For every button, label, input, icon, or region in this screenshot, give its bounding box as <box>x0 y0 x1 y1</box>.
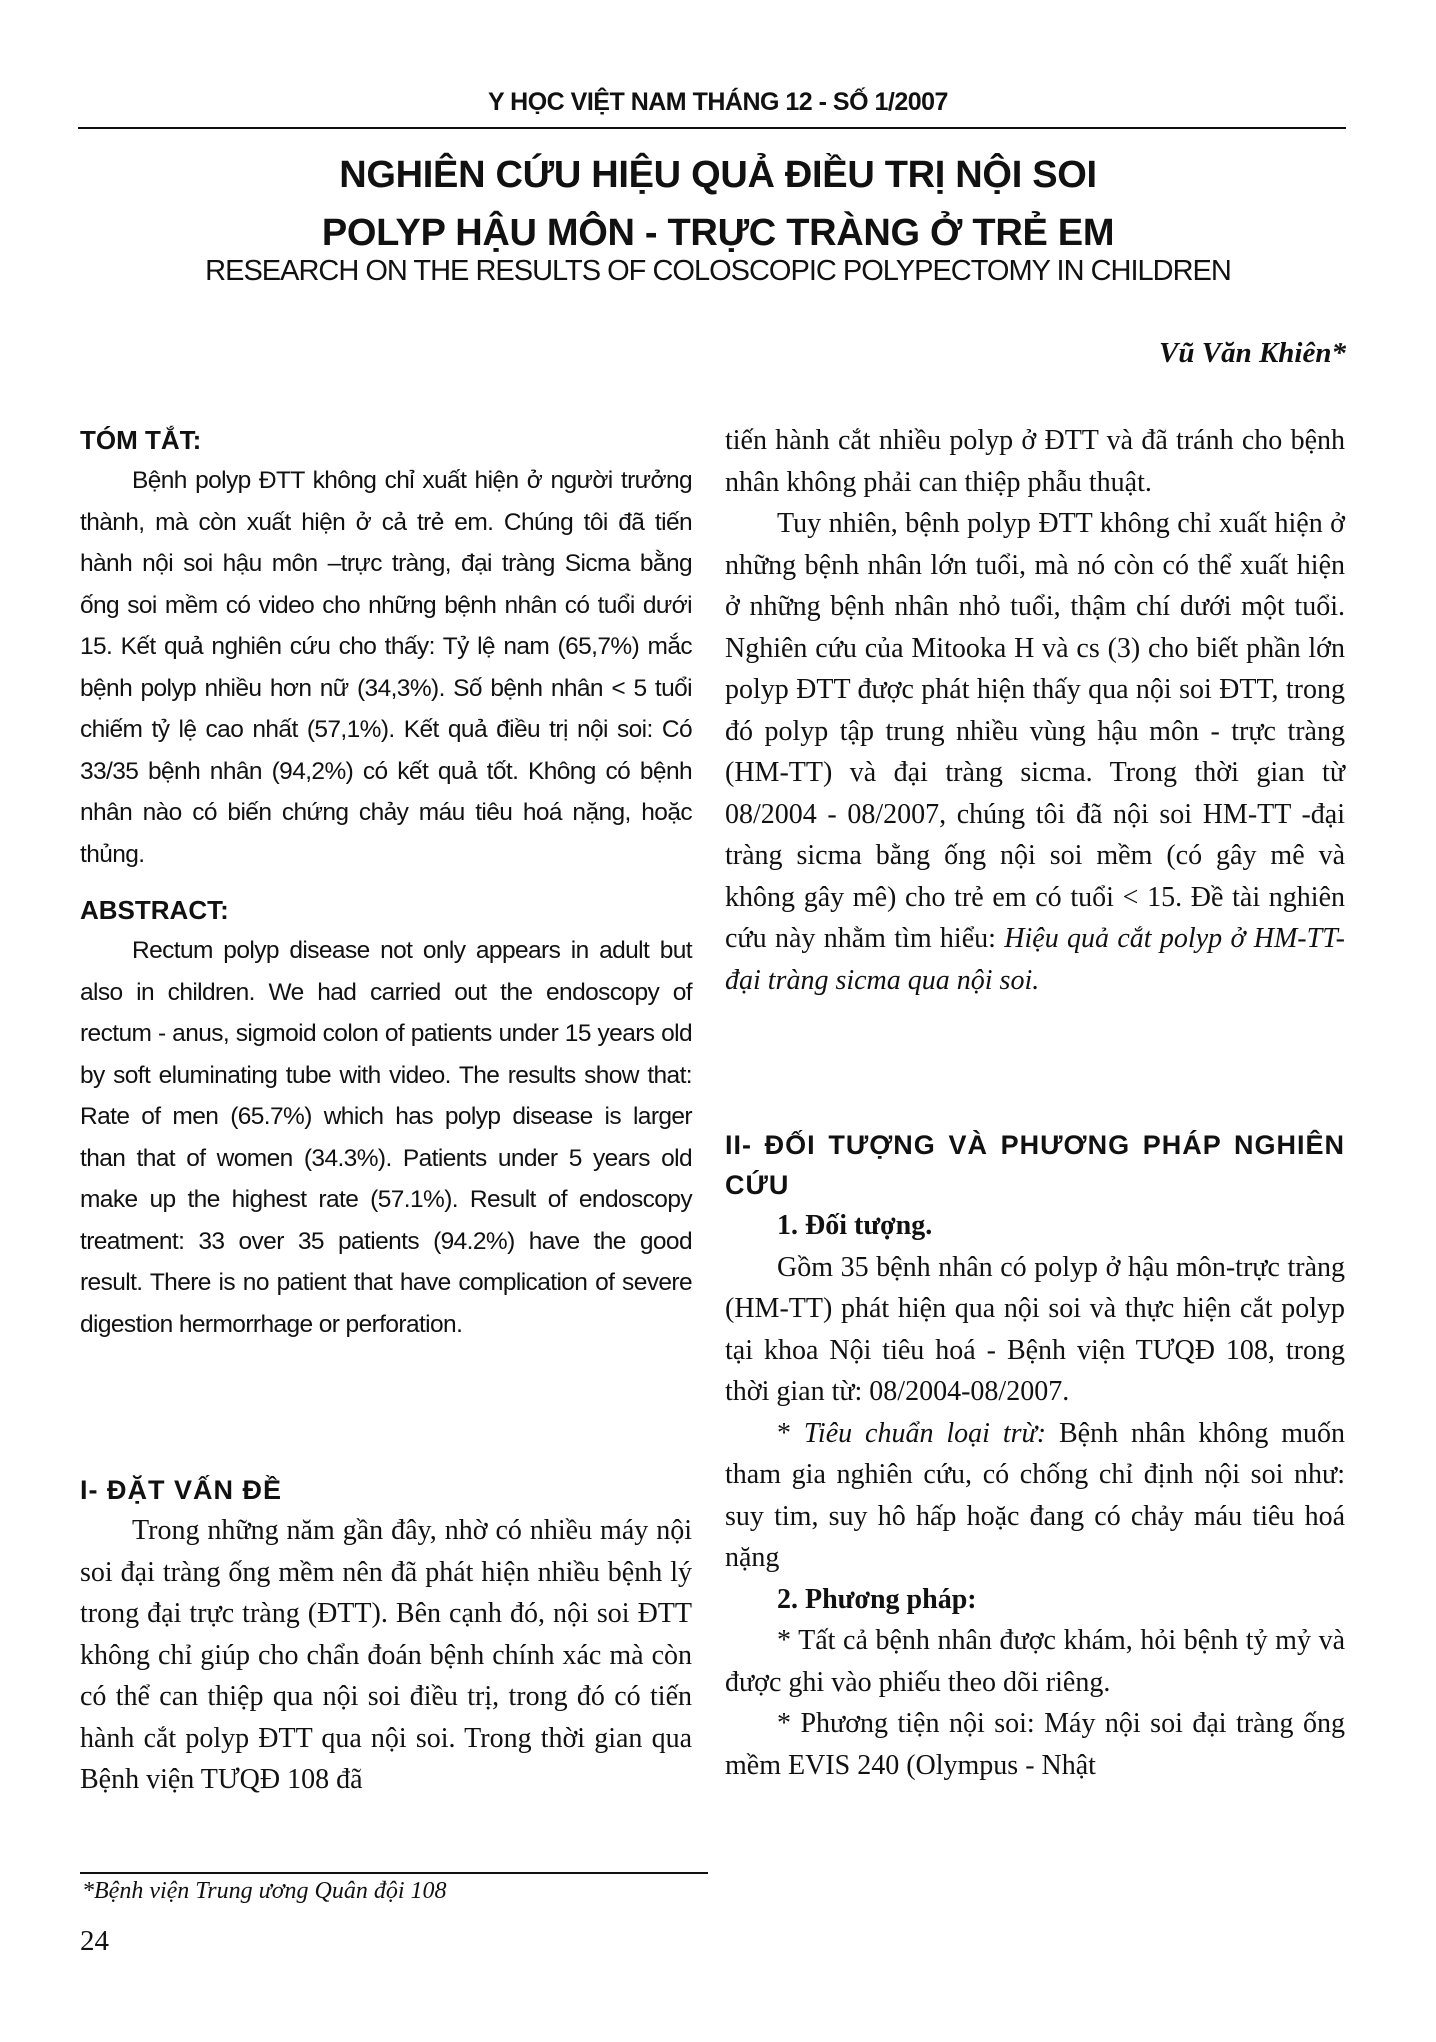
method-item-1: * Tất cả bệnh nhân được khám, hỏi bệnh tỷ mỷ và được ghi vào phiếu theo dõi riêng. <box>725 1625 1345 1698</box>
section-1-para-2 <box>725 503 1345 1001</box>
english-title: RESEARCH ON THE RESULTS OF COLOSCOPIC POLYPECTOMY IN CHILDREN <box>205 255 1231 287</box>
exclusion-label: Tiêu chuẩn loại trừ: <box>803 1417 1047 1449</box>
para-2-text: Tuy nhiên, bệnh polyp ĐTT không chỉ xuất hiện ở những bệnh nhân lớn tuổi, mà nó còn có thể xuất hiện ở những bệnh nhân nhỏ tuổi, thậm chí dưới một tuổi. Nghiên cứu của Mitooka H và cs (3) cho biết phần lớn polyp ĐTT được phát hiện thấy qua nội soi ĐTT, trong đó polyp tập trung nhiều vùng hậu môn - trực tràng (HM-TT) và đại tràng sicma. Trong thời gian từ 08/2004 - 08/2007, chúng tôi đã nội soi HM-TT -đại tràng sicma bằng ống nội soi mềm (có gây mê và không gây mê) cho trẻ em có tuổi < 15. Đề tài nghiên cứu này nhằm tìm hiểu: <box>725 508 1345 954</box>
summary-vi <box>80 425 692 875</box>
section-1-para-1-continued: tiến hành cắt nhiều polyp ở ĐTT và đã tránh cho bệnh nhân không phải can thiệp phẫu thuật. <box>725 425 1345 498</box>
exclusion-text: Bệnh nhân không muốn tham gia nghiên cứu, có chống chỉ định nội soi như: suy tim, suy hô hấp hoặc đang có chảy máu tiêu hoá nặng <box>725 1417 1345 1573</box>
section-1 <box>80 1470 692 1801</box>
page-number: 24 <box>80 1925 109 1957</box>
summary-heading: TÓM TẮT: <box>80 425 202 455</box>
exclusion-criteria <box>725 1413 1345 1579</box>
title-line-1: NGHIÊN CỨU HIỆU QUẢ ĐIỀU TRỊ NỘI SOI <box>339 154 1097 196</box>
article-title <box>0 146 1436 262</box>
title-line-2: POLYP HẬU MÔN - TRỰC TRÀNG Ở TRẺ EM <box>321 212 1115 254</box>
abstract-text: Rectum polyp disease not only appears in adult but also in children. We had carried out the endoscopy of rectum - anus, sigmoid colon of patients under 15 years old by soft eluminating tube with video. The results show that: Rate of men (65.7%) which has polyp disease is larger than that of women (34.3%). Patients under 5 years old make up the highest rate (57.1%). Result of endoscopy treatment: 33 over 35 patients (94.2%) have the good result. There is no patient that have complication of severe digestion hermorrhage or perforation. <box>80 937 692 1338</box>
research-aim: Hiệu quả cắt polyp ở HM-TT-đại tràng sicma qua nội soi. <box>725 923 1346 996</box>
abstract-heading: ABSTRACT: <box>80 895 229 925</box>
subjects-text: Gồm 35 bệnh nhân có polyp ở hậu môn-trực tràng (HM-TT) phát hiện qua nội soi và thực hiện cắt polyp tại khoa Nội tiêu hoá - Bệnh viện TƯQĐ 108, trong thời gian từ: 08/2004-08/2007. <box>725 1251 1345 1407</box>
subsection-subjects: 1. Đối tượng. <box>777 1210 933 1241</box>
footnote: *Bệnh viện Trung ương Quân đội 108 <box>82 1878 447 1904</box>
subsection-methods: 2. Phương pháp: <box>777 1583 977 1615</box>
summary-text: Bệnh polyp ĐTT không chỉ xuất hiện ở người trưởng thành, mà còn xuất hiện ở cả trẻ em. Chúng tôi đã tiến hành nội soi hậu môn –trực tràng, đại tràng Sicma bằng ống soi mềm có video cho những bệnh nhân có tuổi dưới 15. Kết quả nghiên cứu cho thấy: Tỷ lệ nam (65,7%) mắc bệnh polyp nhiều hơn nữ (34,3%). Số bệnh nhân < 5 tuổi chiếm tỷ lệ cao nhất (57,1%). Kết quả điều trị nội soi: Có 33/35 bệnh nhân (94,2%) có kết quả tốt. Không có bệnh nhân nào có biến chứng chảy máu tiêu hoá nặng, hoặc thủng. <box>80 467 692 868</box>
method-item-2: * Phương tiện nội soi: Máy nội soi đại tràng ống mềm EVIS 240 (Olympus - Nhật <box>725 1708 1345 1781</box>
section-2-heading: II- ĐỐI TƯỢNG VÀ PHƯƠNG PHÁP NGHIÊN CỨU <box>725 1130 1345 1200</box>
bullet: * <box>777 1417 804 1449</box>
section-1-para-1: Trong những năm gần đây, nhờ có nhiều máy nội soi đại tràng ống mềm nên đã phát hiện nhiều bệnh lý trong đại trực tràng (ĐTT). Bên cạnh đó, nội soi ĐTT không chỉ giúp cho chẩn đoán bệnh chính xác mà còn có thể can thiệp qua nội soi điều trị, trong đó có tiến hành cắt polyp ĐTT qua nội soi. Trong thời gian qua Bệnh viện TƯQĐ 108 đã <box>80 1515 692 1795</box>
journal-header: Y HỌC VIỆT NAM THÁNG 12 - SỐ 1/2007 <box>488 88 948 116</box>
footnote-rule <box>80 1872 708 1874</box>
right-column-top <box>725 420 1345 1001</box>
section-2 <box>725 1125 1345 1786</box>
header-rule <box>78 127 1346 129</box>
section-1-heading: I- ĐẶT VẤN ĐỀ <box>80 1475 282 1505</box>
abstract-en <box>80 895 692 1345</box>
author: Vũ Văn Khiên* <box>1159 337 1346 369</box>
